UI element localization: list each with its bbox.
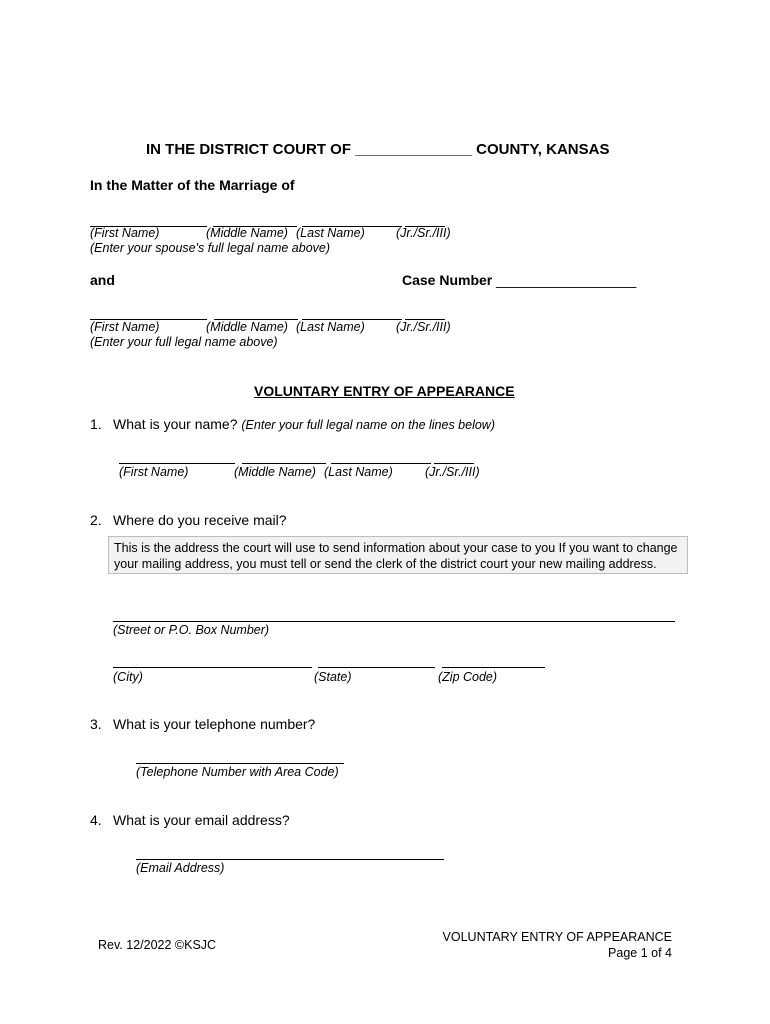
notice-line-2: your mailing address, you must tell or send the clerk of the district court your new mailing address. (114, 557, 657, 571)
zip-field[interactable] (442, 667, 545, 668)
q1-first-label: (First Name) (119, 465, 189, 479)
q4-number: 4. (90, 812, 102, 828)
court-prefix: IN THE DISTRICT COURT OF (146, 141, 351, 158)
case-number (402, 272, 636, 288)
street-field[interactable] (113, 621, 675, 622)
q3-text: What is your telephone number? (113, 716, 316, 732)
city-field[interactable] (113, 667, 312, 668)
state-label: (State) (314, 670, 352, 684)
spouse2-middle-label: (Middle Name) (206, 320, 288, 334)
spouse1-first-label: (First Name) (90, 226, 160, 240)
form-title: VOLUNTARY ENTRY OF APPEARANCE (254, 383, 515, 399)
street-label: (Street or P.O. Box Number) (113, 623, 270, 637)
telephone-field[interactable] (136, 763, 344, 764)
court-heading (146, 141, 610, 158)
q4-text: What is your email address? (113, 812, 290, 828)
q1-question (113, 416, 495, 432)
q2-text: Where do you receive mail? (113, 512, 287, 528)
q1-text: What is your name? (113, 416, 238, 432)
spouse1-last-label: (Last Name) (296, 226, 365, 240)
q2-number: 2. (90, 512, 102, 528)
city-label: (City) (113, 670, 143, 684)
zip-label: (Zip Code) (438, 670, 498, 684)
mailing-address-notice (108, 536, 688, 574)
revision-note: Rev. 12/2022 ©KSJC (98, 938, 217, 952)
q1-last-name-field[interactable] (331, 463, 431, 464)
q1-middle-name-field[interactable] (242, 463, 326, 464)
state-field[interactable] (318, 667, 435, 668)
email-label: (Email Address) (136, 861, 225, 875)
q1-last-label: (Last Name) (324, 465, 393, 479)
spouse1-middle-label: (Middle Name) (206, 226, 288, 240)
q1-first-name-field[interactable] (119, 463, 235, 464)
telephone-label: (Telephone Number with Area Code) (136, 765, 339, 779)
matter-heading: In the Matter of the Marriage of (90, 177, 295, 193)
q1-middle-label: (Middle Name) (234, 465, 316, 479)
spouse2-first-label: (First Name) (90, 320, 160, 334)
q1-number: 1. (90, 416, 102, 432)
notice-line-1: This is the address the court will use to send information about your case to you If you want to change (114, 541, 678, 555)
page-number: Page 1 of 4 (608, 946, 672, 960)
spouse2-hint: (Enter your full legal name above) (90, 335, 278, 349)
email-field[interactable] (136, 859, 444, 860)
court-suffix: COUNTY, KANSAS (476, 141, 610, 158)
footer-title: VOLUNTARY ENTRY OF APPEARANCE (442, 930, 672, 944)
case-number-label: Case Number (402, 272, 493, 288)
q1-hint: (Enter your full legal name on the lines below) (241, 418, 495, 432)
q1-suffix-field[interactable] (434, 463, 474, 464)
case-number-field[interactable]: __________________ (496, 272, 637, 288)
and-label: and (90, 272, 115, 288)
spouse1-hint: (Enter your spouse's full legal name above) (90, 241, 331, 255)
q1-suffix-label: (Jr./Sr./III) (425, 465, 480, 479)
spouse1-suffix-label: (Jr./Sr./III) (396, 226, 451, 240)
county-blank[interactable]: ______________ (355, 141, 472, 158)
spouse2-last-label: (Last Name) (296, 320, 365, 334)
spouse2-suffix-label: (Jr./Sr./III) (396, 320, 451, 334)
q3-number: 3. (90, 716, 102, 732)
